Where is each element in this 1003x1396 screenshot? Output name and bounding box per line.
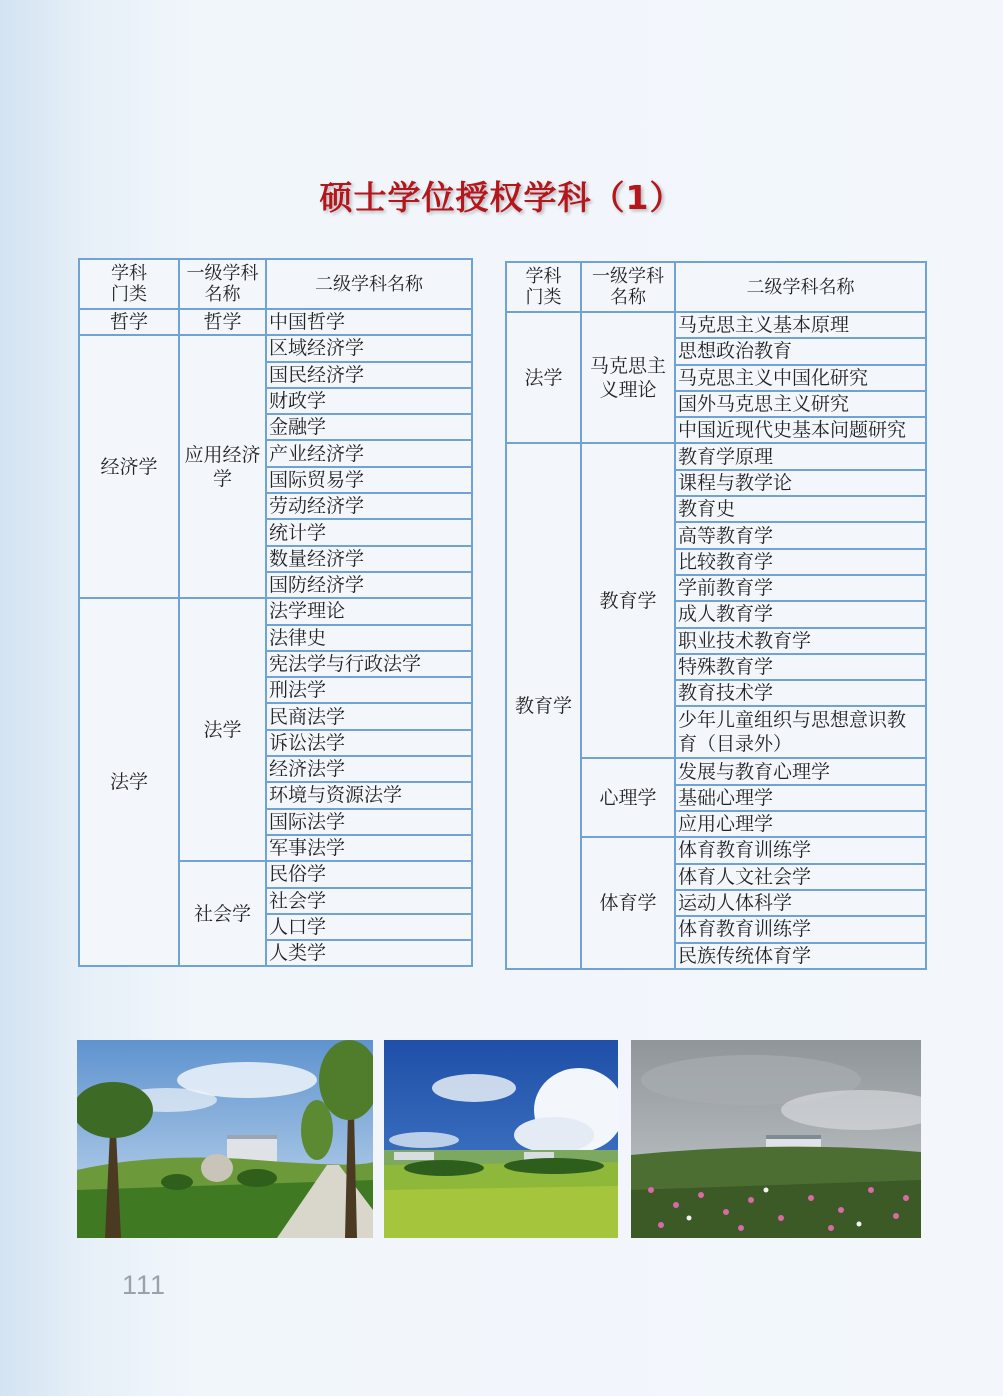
table-row [79, 309, 472, 335]
second-level-discipline-cell: 国际法学 [266, 809, 472, 835]
second-level-discipline-cell: 思想政治教育 [675, 338, 926, 364]
second-level-discipline-cell: 职业技术教育学 [675, 628, 926, 654]
table-header-row [506, 262, 926, 312]
second-level-discipline-cell: 民俗学 [266, 861, 472, 887]
second-level-discipline-cell: 教育史 [675, 496, 926, 522]
second-level-discipline-cell: 特殊教育学 [675, 654, 926, 680]
page-title: 硕士学位授权学科（1） [319, 178, 684, 217]
second-level-discipline-cell: 区域经济学 [266, 335, 472, 361]
second-level-discipline-cell: 人口学 [266, 914, 472, 940]
second-level-discipline-cell: 高等教育学 [675, 522, 926, 548]
second-level-discipline-cell: 国外马克思主义研究 [675, 391, 926, 417]
discipline-category-cell: 教育学 [506, 443, 581, 968]
header-category: 学科 门类 [79, 259, 179, 309]
header-second-level: 二级学科名称 [266, 259, 472, 309]
second-level-discipline-cell: 少年儿童组织与思想意识教育（目录外） [675, 706, 926, 758]
right-discipline-table [505, 261, 927, 970]
discipline-category-cell: 哲学 [79, 309, 179, 335]
header-first-level: 一级学科 名称 [179, 259, 266, 309]
second-level-discipline-cell: 国际贸易学 [266, 467, 472, 493]
second-level-discipline-cell: 环境与资源法学 [266, 782, 472, 808]
second-level-discipline-cell: 社会学 [266, 888, 472, 914]
first-level-discipline-cell: 马克思主义理论 [581, 312, 675, 443]
second-level-discipline-cell: 国防经济学 [266, 572, 472, 598]
discipline-category-cell: 法学 [79, 598, 179, 966]
first-level-discipline-cell: 哲学 [179, 309, 266, 335]
second-level-discipline-cell: 运动人体科学 [675, 890, 926, 916]
second-level-discipline-cell: 财政学 [266, 388, 472, 414]
campus-path-photo [77, 1040, 373, 1238]
second-level-discipline-cell: 法律史 [266, 625, 472, 651]
second-level-discipline-cell: 教育技术学 [675, 680, 926, 706]
second-level-discipline-cell: 诉讼法学 [266, 730, 472, 756]
header-second-level: 二级学科名称 [675, 262, 926, 312]
first-level-discipline-cell: 社会学 [179, 861, 266, 966]
second-level-discipline-cell: 马克思主义中国化研究 [675, 365, 926, 391]
second-level-discipline-cell: 国民经济学 [266, 362, 472, 388]
second-level-discipline-cell: 经济法学 [266, 756, 472, 782]
left-discipline-table [78, 258, 473, 967]
table-row [79, 335, 472, 361]
second-level-discipline-cell: 课程与教学论 [675, 470, 926, 496]
second-level-discipline-cell: 比较教育学 [675, 549, 926, 575]
second-level-discipline-cell: 民族传统体育学 [675, 943, 926, 969]
first-level-discipline-cell: 教育学 [581, 443, 675, 758]
second-level-discipline-cell: 法学理论 [266, 598, 472, 624]
second-level-discipline-cell: 应用心理学 [675, 811, 926, 837]
second-level-discipline-cell: 民商法学 [266, 703, 472, 729]
discipline-category-cell: 法学 [506, 312, 581, 443]
table-row [506, 312, 926, 338]
campus-flowers-photo [631, 1040, 921, 1238]
first-level-discipline-cell: 体育学 [581, 837, 675, 968]
second-level-discipline-cell: 金融学 [266, 414, 472, 440]
second-level-discipline-cell: 劳动经济学 [266, 493, 472, 519]
second-level-discipline-cell: 马克思主义基本原理 [675, 312, 926, 338]
table-row [506, 443, 926, 469]
second-level-discipline-cell: 学前教育学 [675, 575, 926, 601]
table-header-row [79, 259, 472, 309]
second-level-discipline-cell: 体育教育训练学 [675, 837, 926, 863]
second-level-discipline-cell: 中国近现代史基本问题研究 [675, 417, 926, 443]
campus-field-photo [384, 1040, 618, 1238]
first-level-discipline-cell: 法学 [179, 598, 266, 861]
first-level-discipline-cell: 应用经济学 [179, 335, 266, 598]
discipline-category-cell: 经济学 [79, 335, 179, 598]
second-level-discipline-cell: 中国哲学 [266, 309, 472, 335]
table-row [79, 598, 472, 624]
second-level-discipline-cell: 宪法学与行政法学 [266, 651, 472, 677]
second-level-discipline-cell: 发展与教育心理学 [675, 758, 926, 784]
second-level-discipline-cell: 成人教育学 [675, 601, 926, 627]
page-number: 111 [122, 1270, 167, 1300]
second-level-discipline-cell: 体育人文社会学 [675, 864, 926, 890]
second-level-discipline-cell: 人类学 [266, 940, 472, 966]
second-level-discipline-cell: 数量经济学 [266, 546, 472, 572]
second-level-discipline-cell: 基础心理学 [675, 785, 926, 811]
second-level-discipline-cell: 体育教育训练学 [675, 916, 926, 942]
second-level-discipline-cell: 教育学原理 [675, 443, 926, 469]
second-level-discipline-cell: 刑法学 [266, 677, 472, 703]
first-level-discipline-cell: 心理学 [581, 758, 675, 837]
second-level-discipline-cell: 军事法学 [266, 835, 472, 861]
second-level-discipline-cell: 产业经济学 [266, 440, 472, 466]
header-first-level: 一级学科 名称 [581, 262, 675, 312]
second-level-discipline-cell: 统计学 [266, 519, 472, 545]
header-category: 学科 门类 [506, 262, 581, 312]
